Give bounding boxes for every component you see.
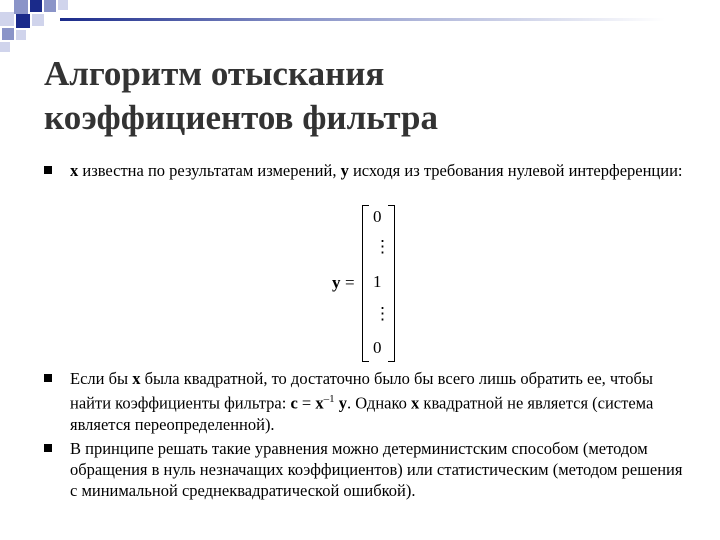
matrix-entry: ⋮ — [374, 237, 391, 256]
header-rule — [60, 18, 665, 21]
title-line: Алгоритм отыскания — [44, 54, 385, 93]
matrix-entry: ⋮ — [374, 304, 391, 323]
var-x: x — [132, 369, 141, 388]
var-x: x — [315, 393, 324, 413]
left-bracket — [362, 205, 369, 362]
matrix-entry: 1 — [373, 272, 382, 291]
superscript: –1 — [323, 393, 335, 405]
var-x: x — [411, 393, 420, 413]
corner-square — [16, 30, 26, 40]
var-x: x — [70, 161, 79, 180]
corner-square — [0, 42, 10, 52]
text-run: исходя из требования нулевой интерференции: — [348, 161, 683, 180]
text-run: квадратной не является (система является переопределенной). — [70, 393, 654, 434]
matrix-equation — [330, 205, 410, 360]
var-y: y — [340, 161, 349, 180]
matrix-entry: 0 — [373, 338, 382, 357]
text-run: была квадратной, то достаточно было бы всего лишь обратить ее, чтобы найти коэффициенты фильтра: — [70, 369, 653, 413]
text-run: . Однако — [346, 393, 412, 413]
right-bracket — [388, 205, 395, 362]
slide-title — [44, 52, 684, 140]
corner-square — [2, 28, 14, 40]
bullet-marker — [44, 166, 52, 174]
matrix-entry: 0 — [373, 207, 382, 226]
bullet-marker — [44, 374, 52, 382]
title-line: коэффициентов фильтра — [44, 98, 438, 137]
bullet-text-3: В принципе решать такие уравнения можно детерминистским способом (методом обращения в нуль незначащих коэффициентов) или статистическим (методом решения с минимальной среднеквадратической ошибкой). — [70, 439, 683, 500]
corner-square — [14, 0, 28, 14]
corner-square — [16, 14, 30, 28]
bullet-text-2 — [70, 368, 690, 435]
text-run: = — [297, 393, 316, 413]
corner-square — [30, 0, 42, 12]
bullet-marker — [44, 444, 52, 452]
matrix-label: y — [332, 273, 341, 292]
bullet-text-1 — [70, 160, 690, 181]
corner-square — [32, 14, 44, 26]
corner-square — [0, 12, 14, 26]
corner-square — [44, 0, 56, 12]
text-run: Если бы — [70, 369, 133, 388]
var-c: c — [290, 393, 298, 413]
equals-sign: = — [345, 273, 355, 292]
corner-square — [58, 0, 68, 10]
text-run: известна по результатам измерений, — [78, 161, 341, 180]
var-y: y — [338, 393, 347, 413]
